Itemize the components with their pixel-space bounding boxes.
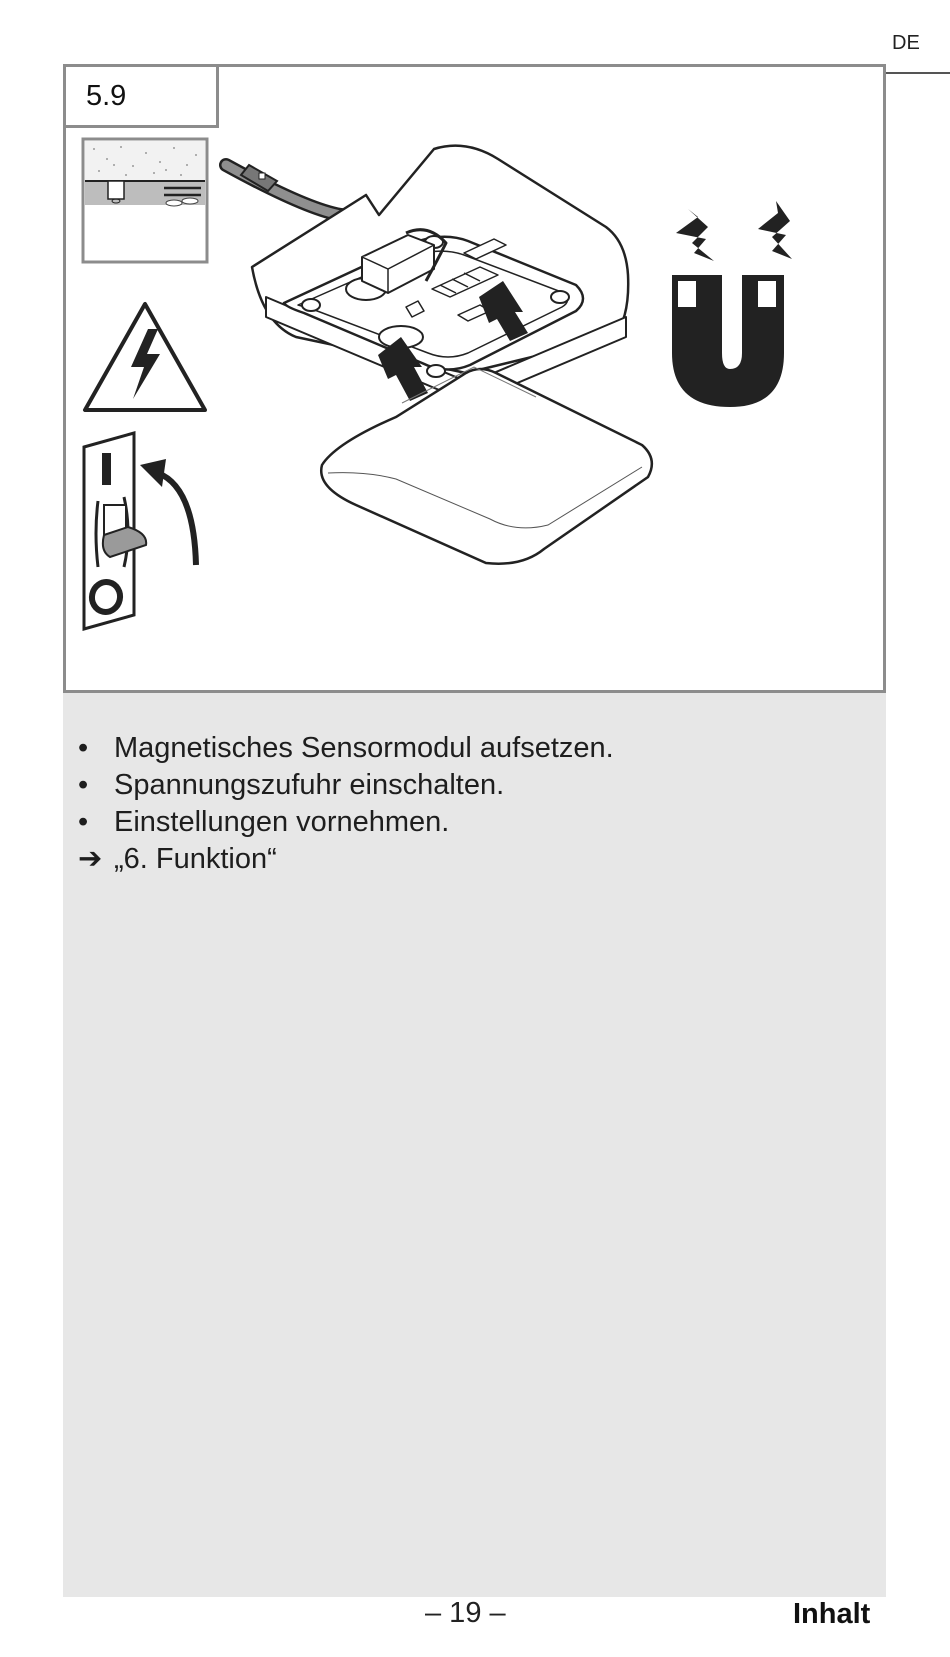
- instruction-item: [78, 730, 858, 767]
- arrow-right-icon: ➔: [78, 843, 103, 875]
- bullet-point: •: [78, 806, 89, 838]
- step-number: 5.9: [86, 80, 127, 112]
- page-number: – 19 –: [425, 1597, 506, 1629]
- instruction-text: Magnetisches Sensormodul aufsetzen.: [114, 732, 614, 764]
- sensor-cover-illustration: [321, 367, 652, 564]
- instruction-list: [78, 730, 858, 878]
- language-label: DE: [892, 32, 920, 54]
- bullet-point: •: [78, 769, 89, 801]
- cross-reference[interactable]: [78, 841, 858, 878]
- sensor-housing-illustration: [252, 146, 628, 403]
- header-rule: [886, 72, 950, 74]
- bullet-point: •: [78, 732, 89, 764]
- magnet-icon: [672, 275, 784, 407]
- instruction-item: [78, 767, 858, 804]
- circuit-breaker-switch-icon: [84, 433, 146, 629]
- step-figure: [63, 64, 886, 693]
- curved-arrow-icon: [140, 459, 196, 565]
- table-of-contents-link[interactable]: Inhalt: [793, 1598, 871, 1630]
- instruction-item: [78, 804, 858, 841]
- high-voltage-warning-icon: [85, 304, 205, 410]
- instruction-text: Spannungszufuhr einschalten.: [114, 769, 505, 801]
- cross-reference-link[interactable]: „6. Funktion“: [114, 843, 277, 875]
- instruction-text: Einstellungen vornehmen.: [114, 806, 450, 838]
- lightning-icon: [676, 201, 792, 261]
- ceiling-mount-icon: [83, 139, 207, 262]
- figure-illustration: [66, 67, 883, 690]
